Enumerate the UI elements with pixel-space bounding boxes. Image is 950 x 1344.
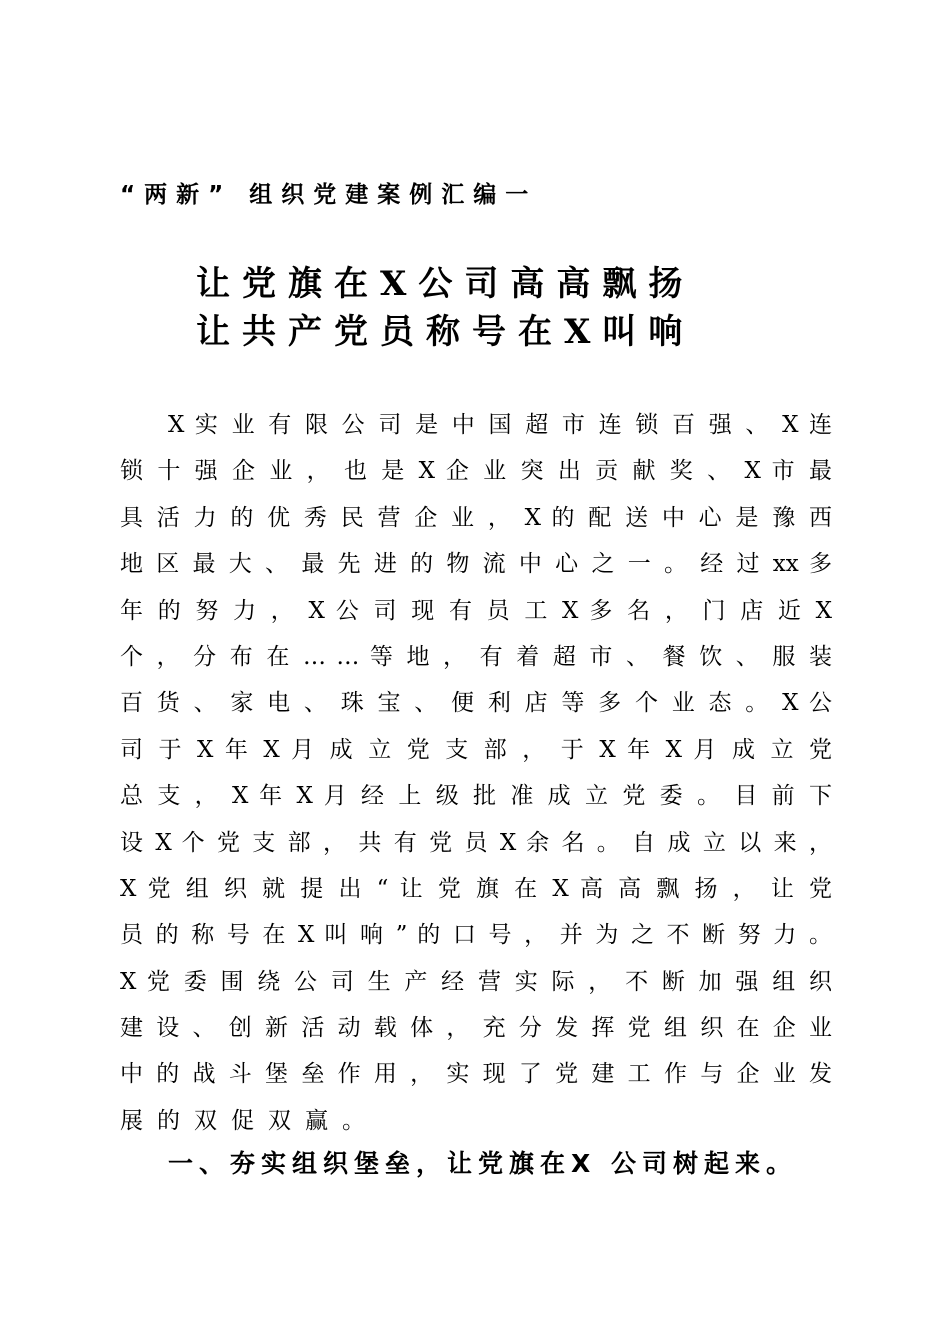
body-line: 具 活 力 的 优 秀 民 营 企 业 ， X 的 配 送 中 心 是 豫 西 — [120, 504, 832, 531]
series-title: “两新” 组织党建案例汇编一 — [120, 182, 538, 208]
body-line: 总 支 ， X 年 X 月 经 上 级 批 准 成 立 党 委 。 目 前 下 — [120, 783, 832, 810]
body-line: 锁 十 强 企 业 ， 也 是 X 企 业 突 出 贡 献 奖 、 X 市 最 — [120, 458, 832, 485]
body-line: 员 的 称 号 在 X 叫 响 ” 的 口 号 ， 并 为 之 不 断 努 力 。 — [120, 922, 832, 949]
body-line: X 实 业 有 限 公 司 是 中 国 超 市 连 锁 百 强 、 X 连 — [168, 412, 832, 438]
body-paragraph — [120, 402, 832, 1144]
body-line: 建 设 、 创 新 活 动 载 体 ， 充 分 发 挥 党 组 织 在 企 业 — [120, 1015, 832, 1042]
body-line: 地 区 最 大 、 最 先 进 的 物 流 中 心 之 一 。 经 过 xx 多 — [120, 551, 832, 578]
body-line: 中 的 战 斗 堡 垒 作 用 ， 实 现 了 党 建 工 作 与 企 业 发 — [120, 1061, 832, 1088]
body-line: X 党 组 织 就 提 出 “ 让 党 旗 在 X 高 高 飘 扬 ， 让 党 — [120, 875, 832, 902]
body-line: 个 ， 分 布 在 … … 等 地 ， 有 着 超 市 、 餐 饮 、 服 装 — [120, 643, 832, 670]
body-line: 年 的 努 力 ， X 公 司 现 有 员 工 X 多 名 ， 门 店 近 X — [120, 597, 832, 624]
body-line: 百 货 、 家 电 、 珠 宝 、 便 利 店 等 多 个 业 态 。 X 公 — [120, 690, 832, 717]
section-heading: 一、夯实组织堡垒，让党旗在X 公司树起来。 — [168, 1149, 797, 1178]
body-line: 展的双促双赢。 — [120, 1107, 379, 1134]
body-line: 设 X 个 党 支 部 ， 共 有 党 员 X 余 名 。 自 成 立 以 来 ， — [120, 829, 832, 856]
body-line: 司 于 X 年 X 月 成 立 党 支 部 ， 于 X 年 X 月 成 立 党 — [120, 736, 832, 763]
main-title-line-2: 让共产党员称号在X叫响 — [196, 312, 695, 352]
main-title-line-1: 让党旗在X公司高高飘扬 — [196, 264, 695, 304]
body-line: X 党 委 围 绕 公 司 生 产 经 营 实 际 ， 不 断 加 强 组 织 — [120, 968, 832, 995]
